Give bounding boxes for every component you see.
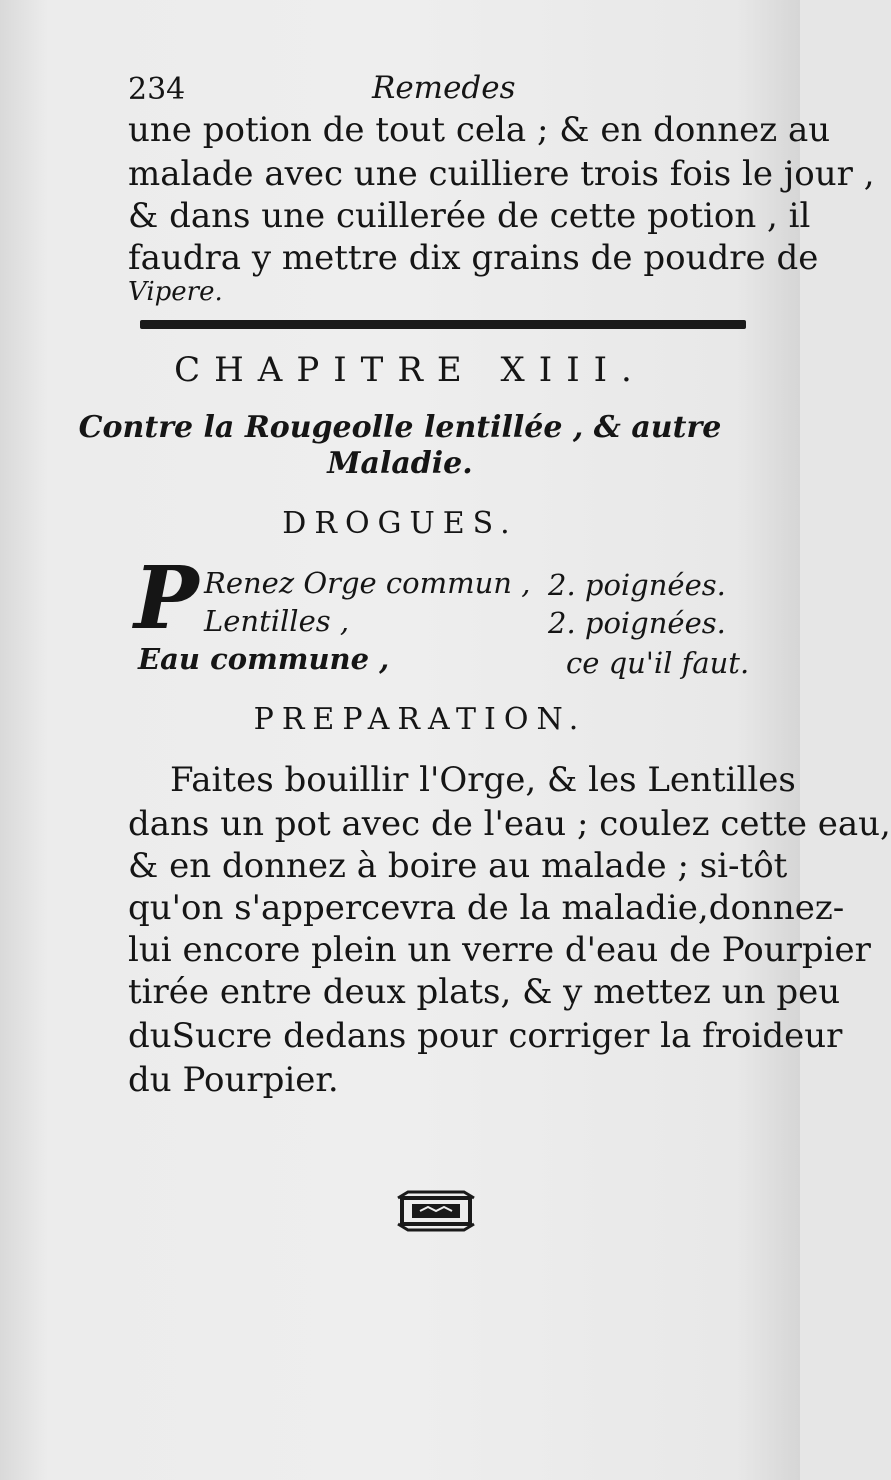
running-title: Remedes xyxy=(372,70,516,106)
drogues-heading: DROGUES. xyxy=(282,506,518,541)
chapter-heading: CHAPITRE XIII. xyxy=(174,350,646,390)
text-line: Vipere. xyxy=(128,277,223,307)
ingredient-quantity: ce qu'il faut. xyxy=(566,646,750,680)
chapter-subtitle: Contre la Rougeolle lentillée , & autre xyxy=(78,410,722,445)
drop-cap: P xyxy=(134,548,199,649)
text-line: tirée entre deux plats, & y mettez un peu xyxy=(128,972,841,1012)
ingredient-name: Renez Orge commun , xyxy=(204,566,531,600)
text-line: & dans une cuillerée de cette potion , il xyxy=(128,196,811,236)
text-line: lui encore plein un verre d'eau de Pourpier xyxy=(128,930,871,970)
text-line: Faites bouillir l'Orge, & les Lentilles xyxy=(170,760,796,800)
page-number: 234 xyxy=(128,72,186,107)
text-line: duSucre dedans pour corriger la froideur xyxy=(128,1016,843,1056)
text-line: du Pourpier. xyxy=(128,1060,339,1100)
divider-rule xyxy=(140,320,746,329)
text-line: & en donnez à boire au malade ; si-tôt xyxy=(128,846,788,886)
printer-ornament xyxy=(398,1192,474,1230)
ingredient-name: Lentilles , xyxy=(204,604,350,638)
text-line: qu'on s'appercevra de la maladie,donnez- xyxy=(128,888,845,928)
text-line: une potion de tout cela ; & en donnez au xyxy=(128,110,831,150)
ingredient-quantity: 2. poignées. xyxy=(548,568,726,602)
text-line: faudra y mettre dix grains de poudre de xyxy=(128,238,819,278)
ingredient-name: Eau commune , xyxy=(138,642,390,676)
text-line: malade avec une cuilliere trois fois le jour , xyxy=(128,154,875,194)
preparation-heading: PREPARATION. xyxy=(253,702,587,737)
text-line: dans un pot avec de l'eau ; coulez cette eau, xyxy=(128,804,891,844)
chapter-subtitle: Maladie. xyxy=(327,446,473,481)
ingredient-quantity: 2. poignées. xyxy=(548,606,726,640)
